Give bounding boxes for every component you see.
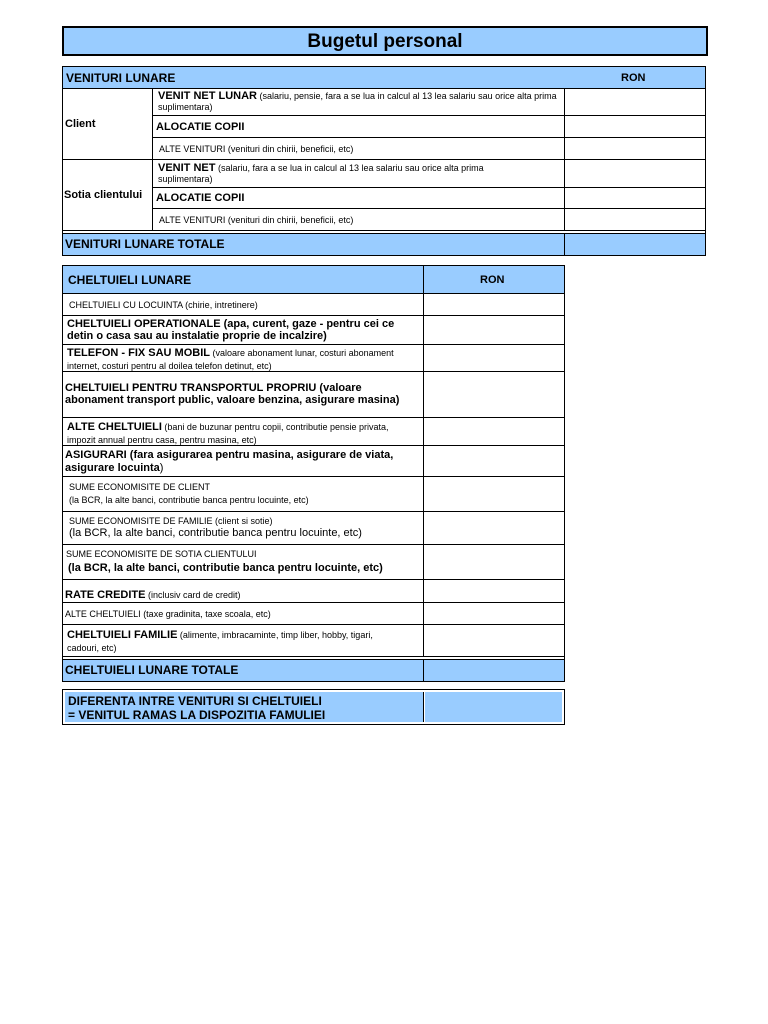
difference-table bbox=[62, 689, 565, 725]
client-label: Client bbox=[65, 118, 96, 130]
expense-row-5 bbox=[63, 418, 424, 446]
income-row-2-main: ALOCATIE COPII bbox=[156, 121, 245, 133]
income-row-1-main: VENIT NET LUNAR bbox=[158, 90, 257, 102]
expense-row-2 bbox=[63, 316, 424, 345]
expense-row-11-note: ALTE CHELTUIELI (taxe gradinita, taxe scoala, etc) bbox=[65, 609, 271, 619]
difference-line-2: = VENITUL RAMAS LA DISPOZITIA FAMULIEI bbox=[68, 708, 326, 722]
income-row-6-value[interactable] bbox=[565, 209, 705, 231]
expense-row-5-value[interactable] bbox=[424, 418, 564, 446]
expense-row-8-value[interactable] bbox=[424, 512, 564, 545]
page-title: Bugetul personal bbox=[307, 31, 463, 52]
spouse-group bbox=[63, 160, 153, 231]
income-table bbox=[62, 66, 706, 256]
income-row-1-note: (salariu, pensie, fara a se lua in calcul al 13 lea salariu sau orice alta prima suplimentara) bbox=[158, 91, 557, 112]
expense-row-10-value[interactable] bbox=[424, 580, 564, 603]
expense-row-2-value[interactable] bbox=[424, 316, 564, 345]
expense-row-7-value[interactable] bbox=[424, 477, 564, 512]
expense-row-6-value[interactable] bbox=[424, 446, 564, 477]
expense-row-4-main: CHELTUIELI PENTRU TRANSPORTUL PROPRIU (valoare abonament transport public, valoare benzina, asigurare masina) bbox=[65, 382, 400, 406]
expense-row-8-note: SUME ECONOMISITE DE FAMILIE (client si sotie) bbox=[69, 516, 273, 526]
expense-row-3-main: TELEFON - FIX SAU MOBIL bbox=[67, 347, 210, 359]
income-total-value[interactable] bbox=[565, 233, 705, 255]
income-row-1 bbox=[153, 89, 565, 116]
expense-row-12 bbox=[63, 625, 424, 657]
expense-row-6-note: ) bbox=[159, 462, 164, 474]
expenses-currency-cell bbox=[424, 266, 564, 294]
income-total-row bbox=[63, 233, 565, 255]
expense-row-10-note: (inclusiv card de credit) bbox=[145, 590, 241, 600]
income-row-4-main: VENIT NET bbox=[158, 162, 216, 174]
expense-row-3-value[interactable] bbox=[424, 345, 564, 372]
income-row-3 bbox=[153, 138, 565, 160]
expense-row-11-value[interactable] bbox=[424, 603, 564, 625]
expense-row-7-note: SUME ECONOMISITE DE CLIENT bbox=[69, 482, 211, 492]
expense-row-1 bbox=[63, 294, 424, 316]
expense-row-9-note: SUME ECONOMISITE DE SOTIA CLIENTULUI bbox=[66, 549, 257, 559]
expenses-total-value[interactable] bbox=[424, 659, 564, 681]
expense-row-9 bbox=[63, 545, 424, 580]
expense-row-7-note2: (la BCR, la alte banci, contributie banca pentru locuinte, etc) bbox=[69, 495, 309, 505]
expense-row-12-main: CHELTUIELI FAMILIE bbox=[67, 629, 178, 641]
income-row-5-main: ALOCATIE COPII bbox=[156, 192, 245, 204]
expense-row-5-main: ALTE CHELTUIELI bbox=[67, 421, 162, 433]
title-bar bbox=[62, 26, 708, 56]
income-row-3-value[interactable] bbox=[565, 138, 705, 160]
expense-row-12-value[interactable] bbox=[424, 625, 564, 657]
spouse-label: Sotia clientului bbox=[64, 189, 143, 201]
income-header-row bbox=[63, 67, 705, 89]
expense-row-10 bbox=[63, 580, 424, 603]
expenses-total-label: CHELTUIELI LUNARE TOTALE bbox=[65, 663, 239, 677]
income-row-1-value[interactable] bbox=[565, 89, 705, 116]
income-row-2 bbox=[153, 116, 565, 138]
expenses-header: CHELTUIELI LUNARE bbox=[68, 273, 192, 287]
expense-row-10-main: RATE CREDITE bbox=[65, 589, 146, 601]
expense-row-3 bbox=[63, 345, 424, 372]
expenses-header-row bbox=[63, 266, 424, 294]
expense-row-6-main: ASIGURARI (fara asigurarea pentru masina, asigurare de viata, asigurare locuinta bbox=[65, 449, 394, 474]
expense-row-4 bbox=[63, 372, 424, 418]
expenses-total-row bbox=[63, 659, 424, 681]
expense-row-4-value[interactable] bbox=[424, 372, 564, 418]
income-row-3-note: ALTE VENITURI (venituri din chirii, beneficii, etc) bbox=[159, 144, 354, 154]
expense-row-3-note: (valoare abonament lunar, costuri abonament internet, costuri pentru al doilea telefon detinut, etc) bbox=[67, 348, 394, 371]
expense-row-1-note: CHELTUIELI CU LOCUINTA (chirie, intretinere) bbox=[69, 300, 258, 310]
income-row-4-note: (salariu, fara a se lua in calcul al 13 lea salariu sau orice alta prima suplimentara) bbox=[158, 163, 484, 184]
difference-label-cell bbox=[65, 692, 424, 722]
expenses-table bbox=[62, 265, 565, 682]
income-row-6-note: ALTE VENITURI (venituri din chirii, beneficii, etc) bbox=[159, 215, 354, 225]
income-row-5-value[interactable] bbox=[565, 188, 705, 209]
expense-row-8-note2: (la BCR, la alte banci, contributie banca pentru locuinte, etc) bbox=[69, 527, 362, 539]
expense-row-1-value[interactable] bbox=[424, 294, 564, 316]
income-row-2-value[interactable] bbox=[565, 116, 705, 138]
expense-row-7 bbox=[63, 477, 424, 512]
income-row-6 bbox=[153, 209, 565, 231]
income-header: VENITURI LUNARE bbox=[66, 71, 176, 85]
income-currency: RON bbox=[621, 72, 646, 84]
income-total-label: VENITURI LUNARE TOTALE bbox=[65, 237, 225, 251]
expense-row-6 bbox=[63, 446, 424, 477]
income-row-5 bbox=[153, 188, 565, 209]
expenses-currency: RON bbox=[480, 274, 505, 286]
difference-value[interactable] bbox=[425, 692, 562, 722]
expense-row-8 bbox=[63, 512, 424, 545]
expense-row-2-main: CHELTUIELI OPERATIONALE (apa, curent, gaze - pentru cei ce detin o casa sau au instalatie proprie de incalzire) bbox=[67, 318, 395, 342]
expense-row-11 bbox=[63, 603, 424, 625]
expense-row-9-value[interactable] bbox=[424, 545, 564, 580]
expense-row-12-note: (alimente, imbracaminte, timp liber, hobby, tigari, cadouri, etc) bbox=[67, 630, 373, 653]
difference-line-1: DIFERENTA INTRE VENITURI SI CHELTUIELI bbox=[68, 694, 322, 708]
income-row-4-value[interactable] bbox=[565, 160, 705, 188]
expense-row-5-note: (bani de buzunar pentru copii, contributie pensie privata, impozit annual pentru casa, pentru masina, etc) bbox=[67, 422, 389, 445]
income-row-4 bbox=[153, 160, 565, 188]
client-group bbox=[63, 89, 153, 160]
expense-row-9-note2: (la BCR, la alte banci, contributie banca pentru locuinte, etc) bbox=[68, 562, 383, 574]
